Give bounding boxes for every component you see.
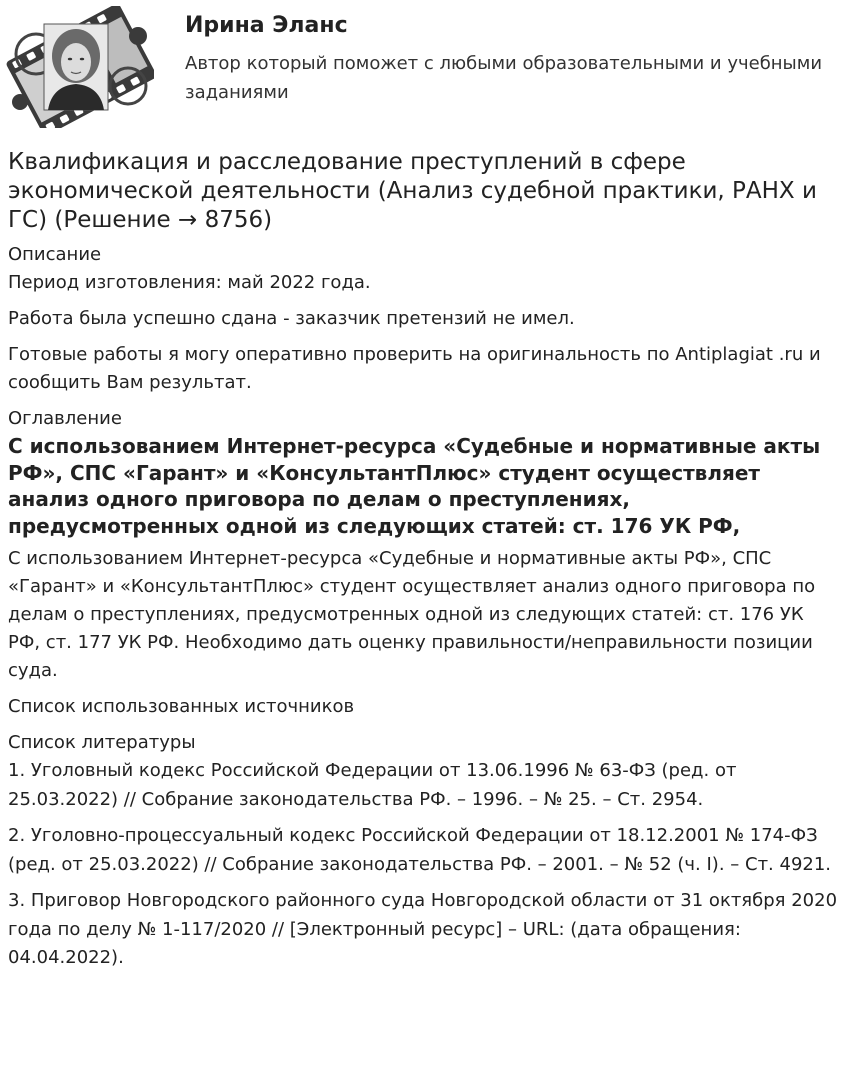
work-content	[8, 148, 838, 981]
source-item: 3. Приговор Новгородского районного суда Новгородской области от 31 октября 2020 года по делу № 1-117/2020 // [Электронный ресурс] – URL: (дата обращения: 04.04.2022).	[8, 890, 838, 968]
source-item: 2. Уголовно-процессуальный кодекс Российской Федерации от 18.12.2001 № 174-ФЗ (ред. от 25.03.2022) // Собрание законодательства РФ. – 2001. – № 52 (ч. I). – Ст. 4921.	[8, 825, 832, 875]
source-item: 1. Уголовный кодекс Российской Федерации от 13.06.1996 № 63-ФЗ (ред. от 25.03.2022) // Собрание законодательства РФ. – 1996. – № 25. – Ст. 2954.	[8, 760, 737, 810]
work-title: Квалификация и расследование преступлений в сфере экономической деятельности (Анализ судебной практики, РАНХ и ГС) (Решение → 8756)	[8, 149, 817, 233]
description-label: Описание	[8, 244, 102, 265]
toc-label: Оглавление	[8, 408, 122, 429]
toc-body: С использованием Интернет-ресурса «Судебные и нормативные акты РФ», СПС «Гарант» и «КонсультантПлюс» студент осуществляет анализ одного приговора по делам о преступлениях, предусмотренных одной из следующих статей: ст. 176 УК РФ, ст. 177 УК РФ. Необходимо дать оценку правильности/неправильности позиции суда.	[8, 548, 816, 681]
author-avatar	[6, 6, 154, 128]
author-name: Ирина Эланс	[185, 13, 348, 38]
toc-heading: С использованием Интернет-ресурса «Судебные и нормативные акты РФ», СПС «Гарант» и «КонсультантПлюс» студент осуществляет анализ одного приговора по делам о преступлениях, предусмотренных одной из следующих статей: ст. 176 УК РФ,	[8, 434, 821, 538]
author-description: Автор который поможет с любыми образовательными и учебными заданиями	[185, 53, 823, 103]
author-header	[0, 0, 847, 135]
status-text: Работа была успешно сдана - заказчик претензий не имел.	[8, 308, 575, 329]
sources-label: Список использованных источников	[8, 696, 355, 717]
plagiarism-text: Готовые работы я могу оперативно проверить на оригинальность по Antiplagiat .ru и сообщить Вам результат.	[8, 344, 821, 393]
literature-label: Список литературы	[8, 732, 196, 753]
period-text: Период изготовления: май 2022 года.	[8, 272, 371, 293]
film-strip-avatar-image	[6, 6, 154, 128]
